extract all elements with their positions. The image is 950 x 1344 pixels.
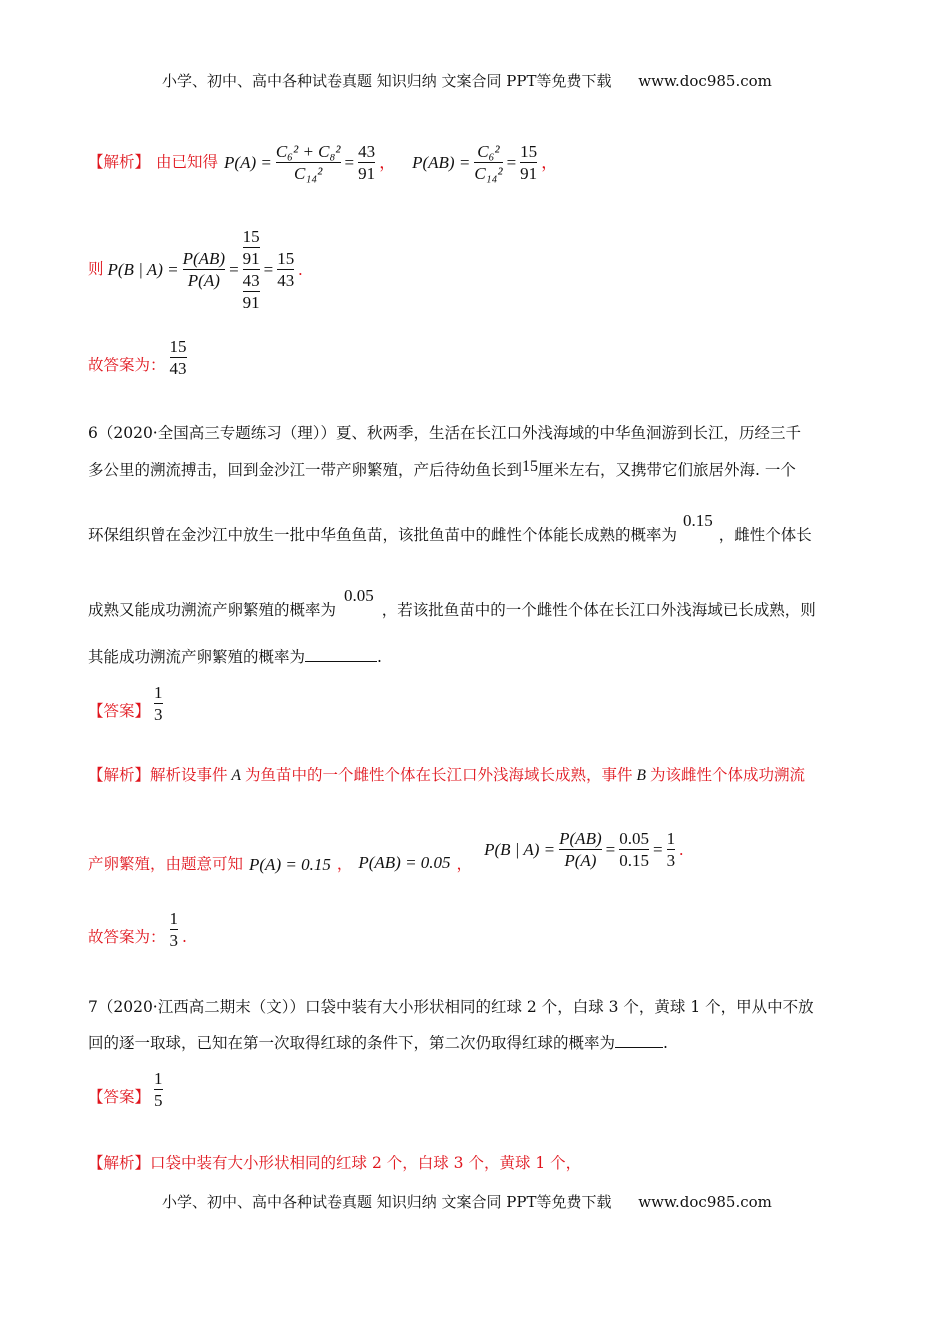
s5-cond-num: P(AB) bbox=[182, 249, 226, 268]
s5-lead: 由已知得 bbox=[156, 152, 219, 171]
q6-line4b: ，若该批鱼苗中的一个雌性个体在长江口外浅海域已长成熟，则 bbox=[381, 601, 816, 619]
q6-exp2a: 产卵繁殖，由题意可知 bbox=[88, 854, 244, 873]
s5-pab-frac bbox=[474, 143, 502, 182]
s5-inner-num-den: 91 bbox=[242, 249, 260, 268]
s5-inner-den-den: 91 bbox=[242, 293, 260, 312]
q6-final-frac bbox=[170, 910, 179, 949]
q6-answer-den: 3 bbox=[154, 705, 163, 724]
then-label: 则 bbox=[88, 259, 104, 278]
s5-analysis-line2 bbox=[88, 228, 303, 311]
q7-line2-text: 回的逐一取球，已知在第一次取得红球的条件下，第二次仍取得红球的概率为 bbox=[88, 1034, 616, 1052]
q6-event-a: A bbox=[231, 767, 241, 784]
q6-line5-text: 其能成功溯流产卵繁殖的概率为 bbox=[88, 648, 306, 666]
s5-pab-formula: P(AB) = $\frac{\text{C₆²}}{\text{C₁₄²}}$ = $\frac{15}{91}$ ， bbox=[412, 142, 559, 183]
q6-cond-lhs: P(B | A) = bbox=[484, 840, 556, 859]
q7-analysis-text: 口袋中装有大小形状相同的红球 2 个，白球 3 个，黄球 1 个， bbox=[150, 1154, 582, 1172]
q6-prob2: 0.05 bbox=[344, 586, 374, 605]
s5-pab-value-den: 91 bbox=[520, 164, 538, 183]
s5-pa-frac bbox=[276, 143, 341, 182]
q6-answer-label: 【答案】 bbox=[88, 701, 151, 720]
q6-cond-num: P(AB) bbox=[559, 829, 602, 848]
s5-complex-frac bbox=[243, 228, 260, 311]
q6-line3a: 环保组织曾在金沙江中放生一批中华鱼鱼苗，该批鱼苗中的雌性个体能长成熟的概率为 bbox=[88, 526, 678, 544]
q7-analysis bbox=[88, 1156, 581, 1172]
s5-cond-den: P(A) bbox=[187, 271, 220, 290]
q7-answer-den: 5 bbox=[154, 1091, 163, 1110]
s5-result-num: 15 bbox=[277, 249, 295, 268]
q6-cond-den: P(A) bbox=[564, 851, 597, 870]
s5-final-num: 15 bbox=[169, 337, 187, 356]
q7-answer-blank[interactable] bbox=[615, 1047, 663, 1048]
s5-inner-den-num: 43 bbox=[242, 271, 260, 290]
s5-final-answer bbox=[88, 338, 187, 377]
q6-cond-frac bbox=[559, 830, 601, 869]
s5-pa-value-den: 91 bbox=[358, 164, 376, 183]
s5-inner-num-num: 15 bbox=[242, 227, 260, 246]
footer-text: 小学、初中、高中各种试卷真题 知识归纳 文案合同 PPT等免费下载 bbox=[162, 1193, 612, 1211]
s5-pa-num: C₆² + C₈² bbox=[275, 142, 341, 161]
s5-pab-lhs: P(AB) = bbox=[412, 153, 471, 172]
footer-url[interactable]: www.doc985.com bbox=[638, 1193, 772, 1211]
q6-cond-formula: P(B | A) = $\frac{P(AB)}{P(A)}$ = $\frac{0.05}{0.15}$ = $\frac{1}{3}$ . bbox=[484, 829, 684, 870]
s5-pa-lhs: P(A) = bbox=[224, 153, 272, 172]
s5-pab-value-num: 15 bbox=[520, 142, 538, 161]
q6-analysis-line1 bbox=[88, 768, 805, 784]
q6-formula-pa: P(A) = 0.15 bbox=[249, 855, 331, 874]
q6-line3b: ，雌性个体长 bbox=[718, 526, 812, 544]
q6-analysis-line2: 产卵繁殖，由题意可知 P(A) = 0.15 ， P(AB) = 0.05 ， P(B | A) = $\frac{P(AB)}{P(A)}$ = $\frac{0.05}{0.15}$ = $\frac{1}{3}$ . bbox=[88, 829, 684, 874]
s5-analysis-line1 bbox=[88, 143, 558, 182]
q7-answer-label: 【答案】 bbox=[88, 1087, 151, 1106]
page-footer bbox=[162, 1191, 772, 1212]
q6-result-den: 3 bbox=[666, 851, 676, 870]
q6-value-num: 0.05 bbox=[619, 829, 649, 848]
q6-answer bbox=[88, 684, 163, 723]
s5-cond-formula: P(B | A) = $\frac{P(AB)}{P(A)}$ = $\frac{\frac{15}{91}}{\frac{43}{91}}$ = $\frac{15}{43}$ . bbox=[107, 227, 303, 312]
analysis-label: 【解析】 bbox=[88, 152, 151, 171]
q6-final-den: 3 bbox=[169, 931, 179, 950]
q6-result-frac bbox=[667, 830, 676, 869]
q6-so-answer-label: 故答案为： bbox=[88, 927, 166, 946]
s5-result-den: 43 bbox=[277, 271, 295, 290]
s5-cond-frac bbox=[183, 250, 225, 289]
s5-pa-den: C₁₄² bbox=[294, 164, 323, 183]
s5-pa-value bbox=[358, 143, 375, 182]
q6-line3 bbox=[88, 511, 812, 544]
s5-cond-lhs: P(B | A) = bbox=[107, 260, 179, 279]
q6-line4a: 成熟又能成功溯流产卵繁殖的概率为 bbox=[88, 601, 337, 619]
q6-exp1c: 为该雌性个体成功溯流 bbox=[649, 766, 805, 784]
q6-exp1a: 解析设事件 bbox=[150, 766, 228, 784]
q6-final-num: 1 bbox=[169, 909, 179, 928]
s5-pab-value bbox=[520, 143, 537, 182]
header-url[interactable]: www.doc985.com bbox=[638, 72, 772, 90]
q6-line2 bbox=[88, 458, 796, 479]
q7-answer-num: 1 bbox=[154, 1069, 163, 1088]
s5-so-answer-label: 故答案为： bbox=[88, 355, 166, 374]
header-text: 小学、初中、高中各种试卷真题 知识归纳 文案合同 PPT等免费下载 bbox=[162, 72, 612, 90]
s5-pa-value-num: 43 bbox=[358, 142, 376, 161]
s5-final-den: 43 bbox=[169, 359, 187, 378]
q6-prob1: 0.15 bbox=[683, 511, 713, 530]
q6-formula-pab: P(AB) = 0.05 bbox=[358, 853, 451, 872]
q6-value-den: 0.15 bbox=[619, 851, 649, 870]
q7-line1: 7（2020·江西高二期末（文））口袋中装有大小形状相同的红球 2 个，白球 3 个，黄球 1 个，甲从中不放 bbox=[88, 998, 814, 1016]
q6-answer-blank[interactable] bbox=[305, 661, 377, 662]
q6-line2a: 多公里的溯流搏击，回到金沙江一带产卵繁殖，产后待幼鱼长到 bbox=[88, 461, 523, 479]
q6-answer-num: 1 bbox=[154, 683, 163, 702]
q7-analysis-label: 【解析】 bbox=[88, 1154, 151, 1172]
q6-final-answer: 故答案为： $\frac{1}{3}$ . bbox=[88, 909, 187, 950]
q6-event-b: B bbox=[636, 767, 646, 784]
q6-exp1b: 为鱼苗中的一个雌性个体在长江口外浅海域长成熟，事件 bbox=[245, 766, 633, 784]
q6-result-num: 1 bbox=[666, 829, 676, 848]
q7-answer bbox=[88, 1070, 163, 1109]
q7-answer-frac bbox=[154, 1070, 163, 1109]
q7-line2: 回的逐一取球，已知在第一次取得红球的条件下，第二次仍取得红球的概率为 . bbox=[88, 1034, 668, 1052]
s5-pab-num: C₆² bbox=[477, 142, 500, 161]
s5-pab-den: C₁₄² bbox=[474, 164, 503, 183]
q6-line1: 6（2020·全国高三专题练习（理））夏、秋两季，生活在长江口外浅海域的中华鱼洄游到长江，历经三千 bbox=[88, 424, 801, 442]
q6-analysis-label: 【解析】 bbox=[88, 766, 151, 784]
s5-result-frac bbox=[277, 250, 294, 289]
q6-line5: 其能成功溯流产卵繁殖的概率为 . bbox=[88, 648, 382, 666]
page-header bbox=[162, 70, 772, 91]
q6-answer-frac bbox=[154, 684, 163, 723]
s5-final-frac bbox=[170, 338, 187, 377]
q6-value-frac bbox=[619, 830, 649, 869]
q6-num15: 15 bbox=[522, 458, 539, 475]
s5-pa-formula: P(A) = $\frac{\text{C₆² + C₈²}}{\text{C₁₄²}}$ = $\frac{43}{91}$ ， bbox=[224, 142, 397, 183]
q6-line2b: 厘米左右，又携带它们旅居外海. 一个 bbox=[538, 461, 796, 479]
q6-line4 bbox=[88, 586, 816, 619]
